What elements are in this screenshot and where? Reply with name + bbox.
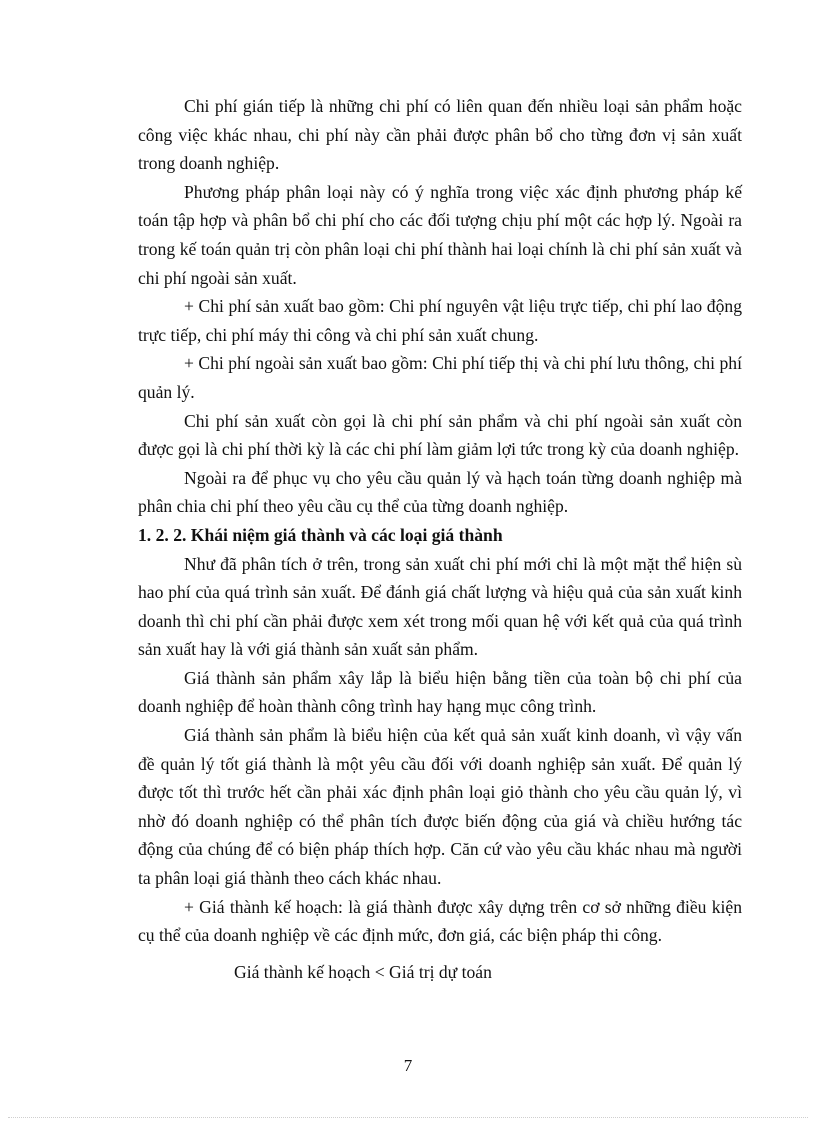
footer-divider <box>8 1117 808 1118</box>
page-number: 7 <box>403 1056 413 1075</box>
paragraph-analysis: Như đã phân tích ở trên, trong sản xuất chi phí mới chỉ là một mặt thể hiện sù hao phí của quá trình sản xuất. Để đánh giá chất lượng và hiệu quả của sản xuất kinh doanh thì chi phí cần phải được xem xét trong mối quan hệ với kết quả của quá trình sản xuất hay là với giá thành sản xuất sản phẩm. <box>138 553 742 660</box>
formula-line: Giá thành kế hoạch < Giá trị dự toán <box>234 961 492 982</box>
paragraph-period-cost: Chi phí sản xuất còn gọi là chi phí sản phẩm và chi phí ngoài sản xuất còn được gọi là chi phí thời kỳ là các chi phí làm giảm lợi tức trong kỳ của doanh nghiệp. <box>138 410 742 460</box>
paragraph-classification-method: Phương pháp phân loại này có ý nghĩa trong việc xác định phương pháp kế toán tập hợp và phân bổ chi phí cho các đối tượng chịu phí một các hợp lý. Ngoài ra trong kế toán quản trị còn phân loại chi phí thành hai loại chính là chi phí sản xuất và chi phí ngoài sản xuất. <box>138 181 742 288</box>
document-page <box>138 92 742 986</box>
paragraph-construction-cost: Giá thành sản phẩm xây lắp là biểu hiện bằng tiền của toàn bộ chi phí của doanh nghiệp để hoàn thành công trình hay hạng mục công trình. <box>138 667 742 717</box>
paragraph-production-cost: + Chi phí sản xuất bao gồm: Chi phí nguyên vật liệu trực tiếp, chi phí lao động trực tiếp, chi phí máy thi công và chi phí sản xuất chung. <box>138 296 742 345</box>
paragraph-management-requirement: Ngoài ra để phục vụ cho yêu cầu quản lý và hạch toán từng doanh nghiệp mà phân chia chi phí theo yêu cầu cụ thể của từng doanh nghiệp. <box>138 467 742 517</box>
paragraph-indirect-cost: Chi phí gián tiếp là những chi phí có liên quan đến nhiều loại sản phẩm hoặc công việc khác nhau, chi phí này cần phải được phân bổ cho từng đơn vị sản xuất trong doanh nghiệp. <box>138 96 742 174</box>
section-heading: 1. 2. 2. Khái niệm giá thành và các loại giá thành <box>138 524 503 545</box>
paragraph-non-production-cost: + Chi phí ngoài sản xuất bao gồm: Chi phí tiếp thị và chi phí lưu thông, chi phí quản lý. <box>138 353 742 402</box>
paragraph-planned-cost: + Giá thành kế hoạch: là giá thành được xây dựng trên cơ sở những điều kiện cụ thể của doanh nghiệp về các định mức, đơn giá, các biện pháp thi công. <box>138 896 742 946</box>
paragraph-cost-management: Giá thành sản phẩm là biểu hiện của kết quả sản xuất kinh doanh, vì vậy vấn đề quản lý tốt giá thành là một yêu cầu đối với doanh nghiệp sản xuất. Để quản lý được tốt thì trước hết cần phải xác định phân loại giỏ thành cho yêu cầu quản lý, vì nhờ đó doanh nghiệp có thể phân tích được biến động của giá và chiều hướng tác động của chúng để có biện pháp thích hợp. Căn cứ vào yêu cầu khác nhau mà người ta phân loại giá thành theo cách khác nhau. <box>138 725 742 889</box>
